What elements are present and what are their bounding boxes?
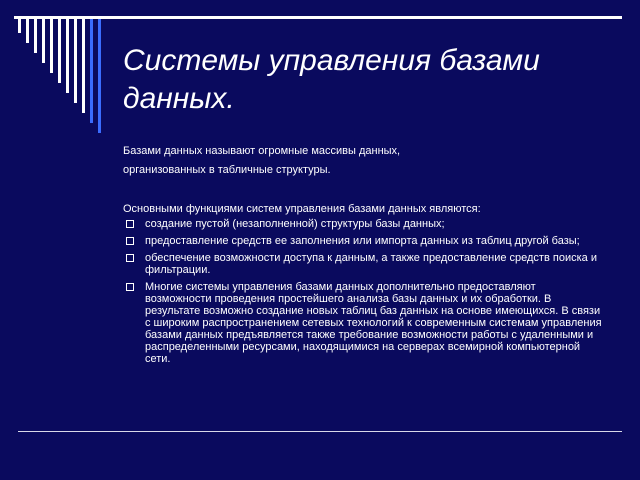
functions-section <box>123 203 603 370</box>
decorative-stripe <box>98 19 101 133</box>
square-bullet-icon <box>126 220 134 228</box>
list-item-text: создание пустой (незаполненной) структуры базы данных; <box>145 218 445 230</box>
decorative-stripe <box>18 19 21 33</box>
list-item <box>123 235 603 247</box>
list-item-text: предоставление средств ее заполнения или импорта данных из таблиц другой базы; <box>145 235 580 247</box>
intro-paragraph <box>123 142 603 180</box>
decorative-stripe <box>50 19 53 73</box>
decorative-stripe <box>90 19 93 123</box>
decorative-stripe <box>58 19 61 83</box>
list-item <box>123 252 603 276</box>
intro-line-1: Базами данных называют огромные массивы данных, <box>123 145 401 157</box>
square-bullet-icon <box>126 254 134 262</box>
square-bullet-icon <box>126 283 134 291</box>
slide-title: Системы управления базами данных. <box>123 44 540 115</box>
decorative-stripe <box>42 19 45 63</box>
square-bullet-icon <box>126 237 134 245</box>
decorative-stripe <box>82 19 85 113</box>
decorative-stripe <box>34 19 37 53</box>
list-item-text: обеспечение возможности доступа к данным, а также предоставление средств поиска и фильтрации. <box>145 252 597 276</box>
bottom-divider-line <box>18 431 622 432</box>
functions-heading: Основными функциями систем управления базами данных являются: <box>123 203 481 215</box>
list-item <box>123 281 603 365</box>
decorative-stripe <box>66 19 69 93</box>
functions-list <box>123 218 603 365</box>
decorative-stripe <box>74 19 77 103</box>
decorative-stripe <box>26 19 29 43</box>
list-item-text: Многие системы управления базами данных дополнительно предоставляют возможности проведения простейшего анализа базы данных и их обработки. В результате возможно создание новых таблиц баз данных на основе имеющихся. В связи с широким распространением сетевых технологий к современным системам управления базами данных предъявляется также требование возможности работы с удаленными и распределенными ресурсами, находящимися на серверах всемирной компьютерной сети. <box>145 281 602 365</box>
list-item <box>123 218 603 230</box>
intro-line-2: организованных в табличные структуры. <box>123 164 331 176</box>
